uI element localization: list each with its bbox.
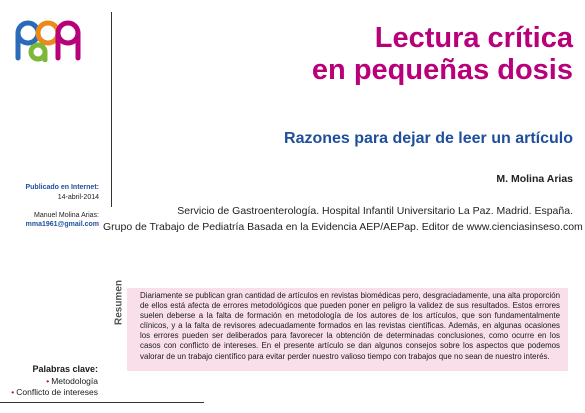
affiliation-line-1: Servicio de Gastroenterología. Hospital Infantil Universitario La Paz. Madrid. España. (177, 205, 573, 217)
journal-logo-icon (14, 18, 82, 62)
correspondence-author: Manuel Molina Arias: (34, 212, 99, 219)
title-line-1: Lectura crítica (374, 22, 573, 54)
title-line-2: en pequeñas dosis (311, 54, 573, 86)
keywords-label: Palabras clave: (32, 364, 98, 374)
abstract-label: Resumen (113, 280, 125, 326)
vertical-divider (111, 12, 112, 207)
footnote-rule (0, 402, 204, 403)
published-date: 14-abril-2014 (57, 194, 99, 201)
bullet-icon: • (46, 376, 50, 386)
keyword-item (11, 387, 98, 397)
author-email-link[interactable]: mma1961@gmail.com (25, 221, 99, 228)
abstract-text: Diariamente se publican gran cantidad de artículos en revistas biomédicas pero, desgraciadamente, una alta proporción de ellos está afecta de errores metodológicos que pueden poner en peligro la validez de sus resultados. Estos errores suelen deberse a la falta de formación en metodología de los autores de los artículos, que son fundamentalmente clínicos, y a la falta de revisores adecuadamente formados en las revistas científicas. Además, en algunas ocasiones los errores pueden ser deliberados para favorecer la obtención de determinadas conclusiones, como ocurre en los casos con conflicto de intereses. En el presente artículo se dan algunos consejos sobre los aspectos que podemos valorar de un trabajo científico para evitar perder nuestro valioso tiempo con trabajos que no sean de nuestro interés. (140, 291, 560, 361)
article-subtitle: Razones para dejar de leer un artículo (284, 130, 573, 147)
keyword-item (46, 376, 98, 386)
bullet-icon: • (11, 387, 15, 397)
author-name: M. Molina Arias (496, 173, 573, 185)
keyword-text: Conflicto de intereses (16, 387, 98, 397)
page-title (143, 22, 573, 86)
affiliation-line-2: Grupo de Trabajo de Pediatría Basada en la Evidencia AEP/AEPap. Editor de www.cienciasinseso.com (103, 221, 583, 233)
published-label: Publicado en Internet: (25, 184, 99, 191)
keyword-text: Metodología (51, 376, 98, 386)
